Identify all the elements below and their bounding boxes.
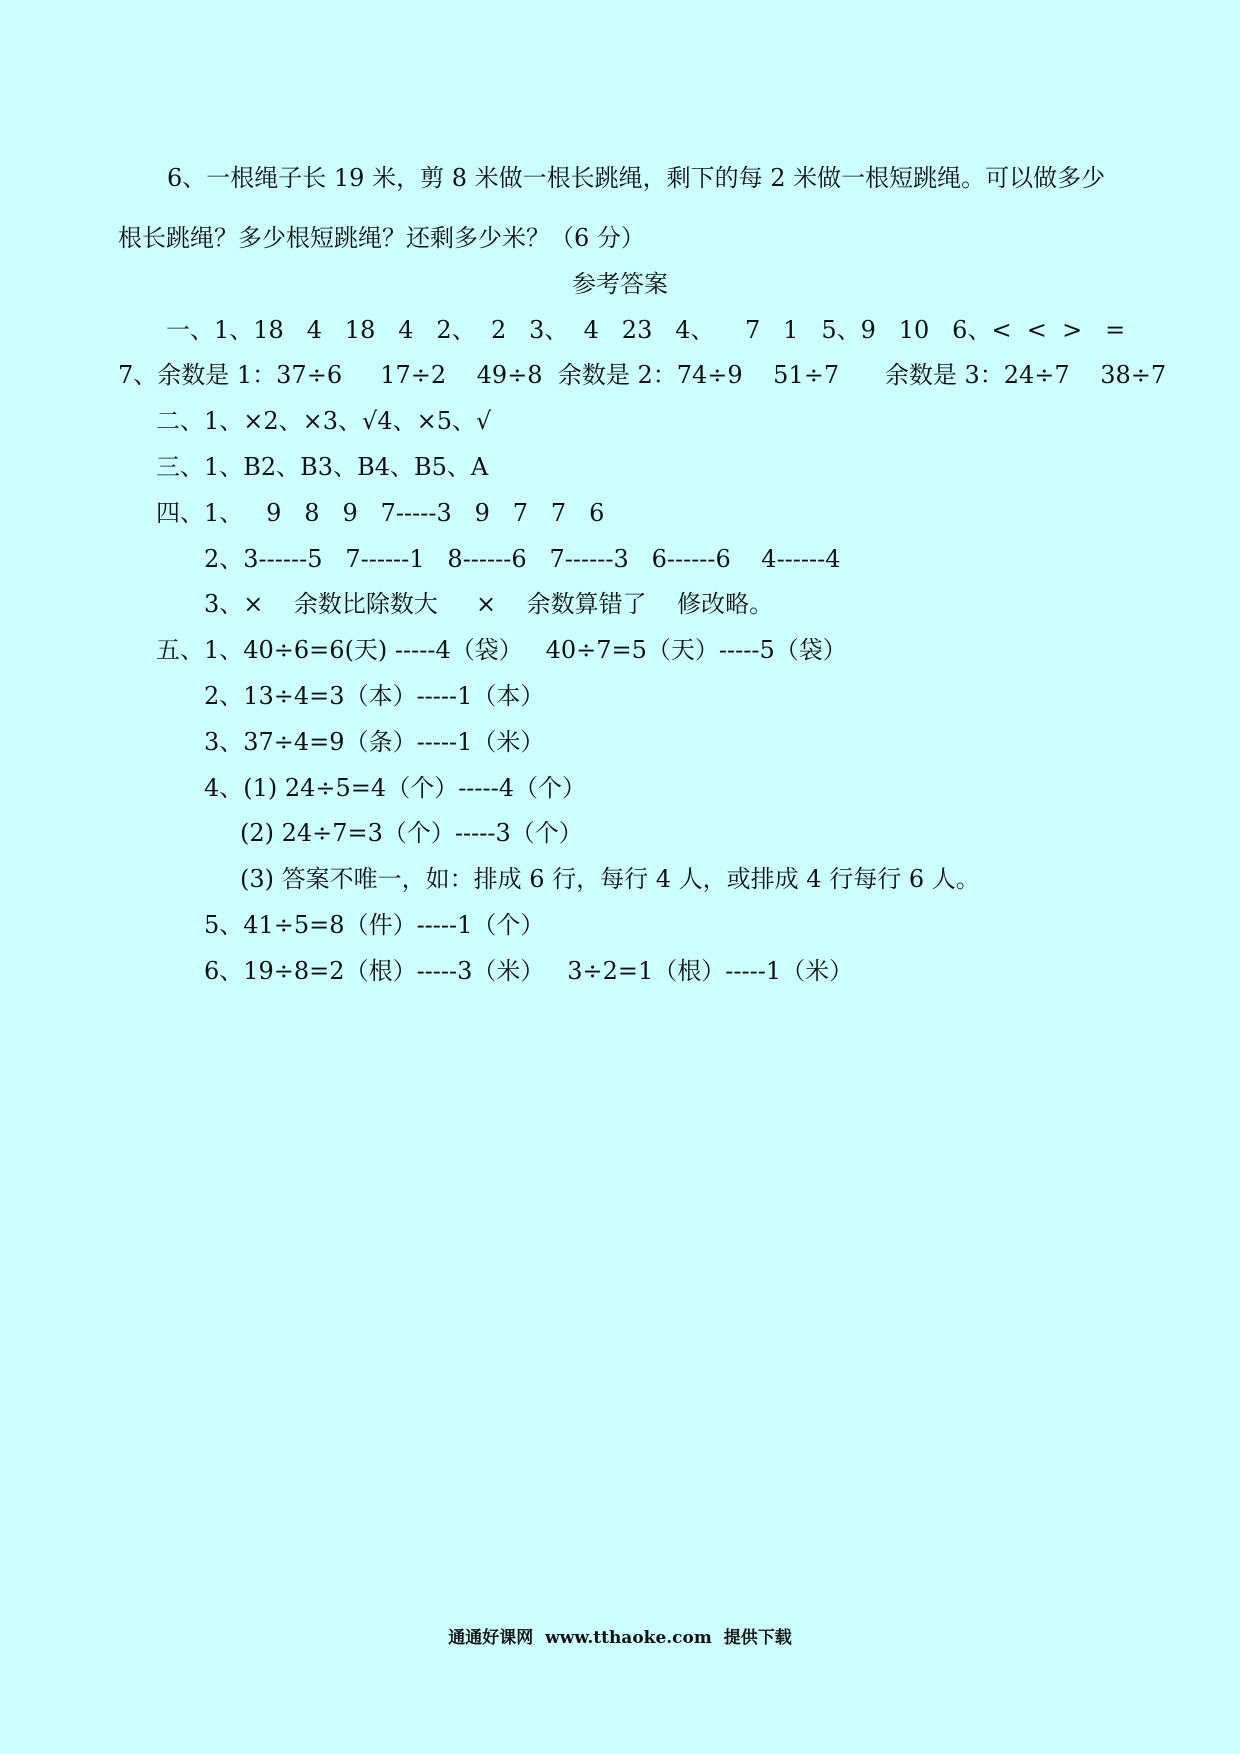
footer-credit: 通通好课网 www.tthaoke.com 提供下载 xyxy=(448,1628,792,1648)
answer-part2: 二、1、×2、×3、√4、×5、√ xyxy=(156,407,492,435)
answer-part5-line5: (2) 24÷7=3（个）-----3（个） xyxy=(240,819,583,847)
answers-title: 参考答案 xyxy=(572,270,668,298)
answer-part5-line2: 2、13÷4=3（本）-----1（本） xyxy=(204,682,545,710)
answer-part5-line7: 5、41÷5=8（件）-----1（个） xyxy=(204,911,545,939)
answer-part1-line2: 7、余数是 1：37÷6 17÷2 49÷8 余数是 2：74÷9 51÷7 余数是 3：24÷7 38÷7 xyxy=(118,361,1167,389)
question-6-line-2: 根长跳绳？多少根短跳绳？还剩多少米？（6 分） xyxy=(118,224,645,252)
answer-part4-line2: 2、3------5 7------1 8------6 7------3 6------6 4------4 xyxy=(204,545,841,573)
answer-part1-line1: 一、1、18 4 18 4 2、 2 3、 4 23 4、 7 1 5、9 10 6、< < > = xyxy=(166,316,1126,344)
answer-part5-line1: 五、1、40÷6=6(天) -----4（袋） 40÷7=5（天）-----5（袋） xyxy=(156,636,847,664)
answer-part5-line4: 4、(1) 24÷5=4（个）-----4（个） xyxy=(204,774,587,802)
answer-part5-line3: 3、37÷4=9（条）-----1（米） xyxy=(204,728,545,756)
answer-part5-line6: (3) 答案不唯一，如：排成 6 行，每行 4 人，或排成 4 行每行 6 人。 xyxy=(240,865,980,893)
answer-part3: 三、1、B2、B3、B4、B5、A xyxy=(156,453,489,481)
answer-part4-line3: 3、× 余数比除数大 × 余数算错了 修改略。 xyxy=(204,590,774,618)
answer-part4-line1: 四、1、 9 8 9 7-----3 9 7 7 6 xyxy=(156,499,605,527)
answer-part5-line8: 6、19÷8=2（根）-----3（米） 3÷2=1（根）-----1（米） xyxy=(204,957,854,985)
question-6-line-1: 6、一根绳子长 19 米，剪 8 米做一根长跳绳，剩下的每 2 米做一根短跳绳。可以做多少 xyxy=(167,164,1106,192)
